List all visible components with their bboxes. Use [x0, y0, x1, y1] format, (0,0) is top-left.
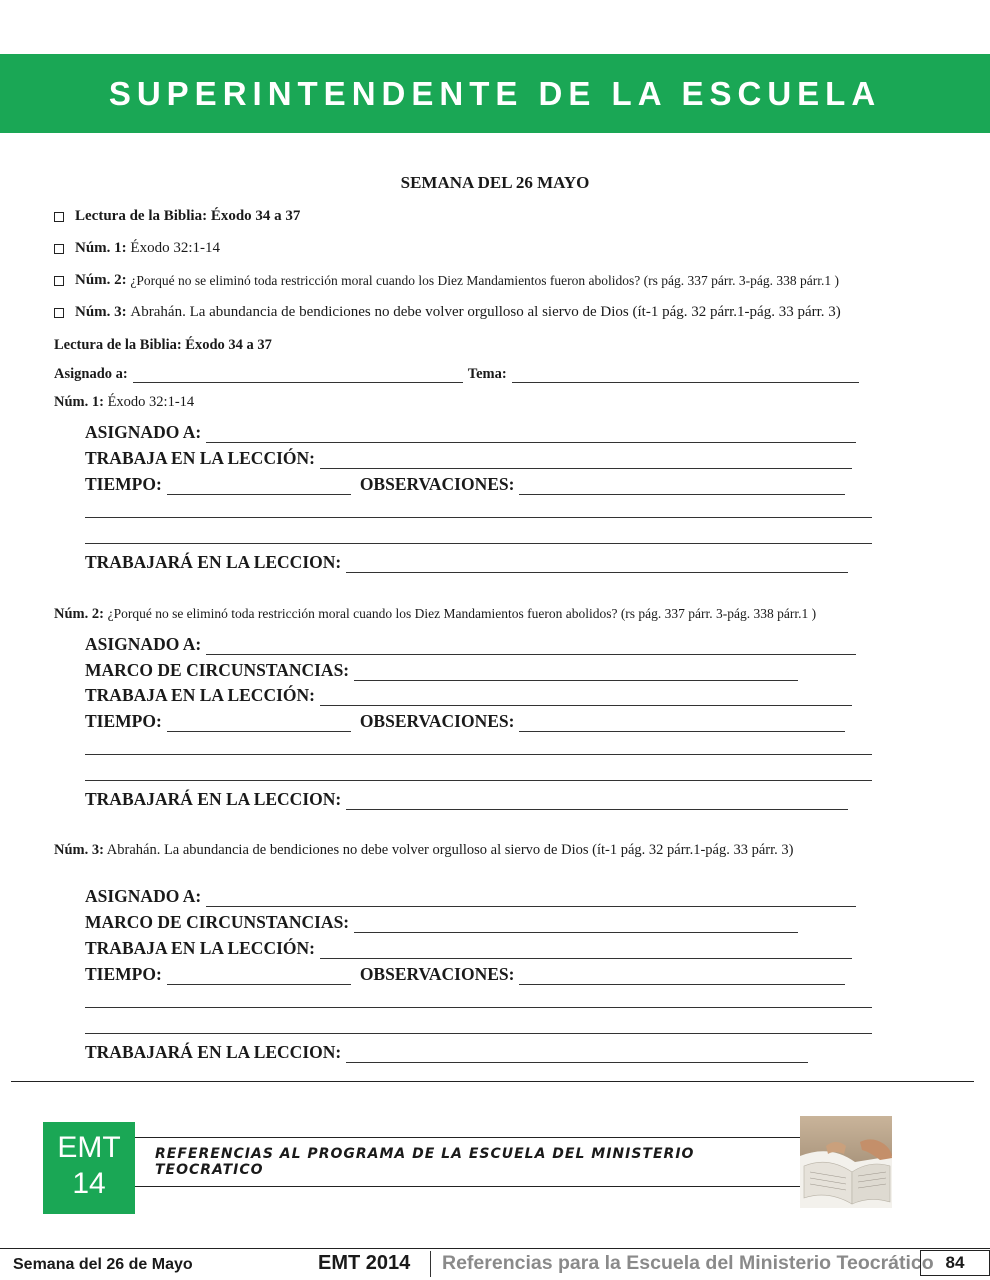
trabaja-label: TRABAJA EN LA LECCIÓN:: [85, 685, 315, 705]
tiempo-field[interactable]: [167, 716, 351, 732]
checklist-n3-label: Núm. 3:: [75, 304, 127, 320]
marco-label: MARCO DE CIRCUNSTANCIAS:: [85, 660, 350, 680]
footer-separator: [430, 1251, 431, 1277]
s1-trabaja-row: [85, 448, 852, 469]
section-1-text: Éxodo 32:1-14: [107, 394, 195, 410]
trabaja-label: TRABAJA EN LA LECCIÓN:: [85, 448, 315, 468]
trabajara-label: TRABAJARÁ EN LA LECCION:: [85, 789, 342, 809]
checklist-n1-text: Éxodo 32:1-14: [130, 240, 220, 256]
observaciones-field[interactable]: [519, 969, 845, 985]
checklist-item-reading: [54, 208, 300, 225]
trabajara-label: TRABAJARÁ EN LA LECCION:: [85, 552, 342, 572]
s2-trabajara-row: [85, 789, 848, 810]
observaciones-label: OBSERVACIONES:: [359, 711, 515, 731]
emt-badge: [43, 1122, 135, 1214]
asignado-field[interactable]: [206, 427, 856, 443]
trabaja-field[interactable]: [320, 690, 852, 706]
s3-marco-row: [85, 912, 798, 933]
asignado-label: ASIGNADO A:: [85, 422, 202, 442]
footer-week: Semana del 26 de Mayo: [13, 1256, 193, 1273]
assigned-field[interactable]: [133, 370, 463, 383]
trabajara-field[interactable]: [346, 1047, 808, 1063]
footer-reference: Referencias para la Escuela del Ministerio Teocrático: [442, 1252, 934, 1274]
tiempo-label: TIEMPO:: [85, 964, 162, 984]
checklist-n3-text: Abrahán. La abundancia de bendiciones no debe volver orgulloso al siervo de Dios (ít-1 pág. 32 párr.1-pág. 33 párr. 3): [130, 304, 841, 320]
s2-tiempo-row: [85, 711, 845, 732]
divider: [11, 1081, 974, 1082]
asignado-label: ASIGNADO A:: [85, 634, 202, 654]
observaciones-label: OBSERVACIONES:: [359, 474, 515, 494]
trabajara-field[interactable]: [346, 794, 848, 810]
s3-asignado-row: [85, 886, 856, 907]
checklist-n2-text: ¿Porqué no se eliminó toda restricción moral cuando los Diez Mandamientos fueron abolidos? (rs pág. 337 párr. 3-pág. 338 párr.1 ): [130, 272, 839, 288]
marco-field[interactable]: [354, 665, 798, 681]
reference-banner-text: REFERENCIAS AL PROGRAMA DE LA ESCUELA DEL MINISTERIO TEOCRATICO: [155, 1146, 695, 1178]
checklist-item-n2: [54, 272, 839, 289]
blank-line[interactable]: [85, 780, 872, 781]
emt-badge-line2: 14: [72, 1167, 106, 1200]
checklist-item-n3: [54, 304, 841, 321]
trabajara-label: TRABAJARÁ EN LA LECCION:: [85, 1042, 342, 1062]
s2-marco-row: [85, 660, 798, 681]
footer-emt: EMT 2014: [318, 1252, 411, 1274]
tema-field[interactable]: [512, 370, 859, 383]
section-2-heading: [54, 606, 816, 623]
page-number: 84: [920, 1250, 990, 1276]
tiempo-field[interactable]: [167, 479, 351, 495]
checkbox-icon[interactable]: [54, 276, 64, 286]
checklist-reading-text: Lectura de la Biblia: Éxodo 34 a 37: [75, 208, 301, 224]
page-title: SUPERINTENDENTE DE LA ESCUELA: [108, 74, 882, 112]
tiempo-label: TIEMPO:: [85, 474, 162, 494]
asignado-label: ASIGNADO A:: [85, 886, 202, 906]
section-1-label: Núm. 1:: [54, 394, 104, 410]
blank-line[interactable]: [85, 517, 872, 518]
blank-line[interactable]: [85, 1033, 872, 1034]
blank-line[interactable]: [85, 543, 872, 544]
section-1-heading: [54, 394, 194, 411]
emt-badge-line1: EMT: [57, 1131, 121, 1164]
checklist-item-n1: [54, 240, 220, 257]
section-3-label: Núm. 3:: [54, 842, 104, 858]
reference-banner: [135, 1137, 800, 1187]
assigned-label: Asignado a:: [54, 366, 128, 382]
s3-trabajara-row: [85, 1042, 808, 1063]
reading-assigned-row: [54, 366, 859, 383]
section-3-heading: [54, 842, 793, 859]
asignado-field[interactable]: [206, 639, 856, 655]
observaciones-label: OBSERVACIONES:: [359, 964, 515, 984]
trabaja-field[interactable]: [320, 453, 852, 469]
s1-tiempo-row: [85, 474, 845, 495]
tiempo-label: TIEMPO:: [85, 711, 162, 731]
s2-trabaja-row: [85, 685, 852, 706]
section-2-text: ¿Porqué no se eliminó toda restricción moral cuando los Diez Mandamientos fueron abolidos? (rs pág. 337 párr. 3-pág. 338 párr.1 ): [107, 606, 817, 621]
observaciones-field[interactable]: [519, 479, 845, 495]
open-bible-photo: [800, 1116, 892, 1208]
tiempo-field[interactable]: [167, 969, 351, 985]
s3-trabaja-row: [85, 938, 852, 959]
marco-field[interactable]: [354, 917, 798, 933]
reading-section-title: Lectura de la Biblia: Éxodo 34 a 37: [54, 337, 272, 353]
checkbox-icon[interactable]: [54, 244, 64, 254]
footer: [0, 1248, 990, 1279]
week-title: SEMANA DEL 26 MAYO: [400, 173, 590, 192]
marco-label: MARCO DE CIRCUNSTANCIAS:: [85, 912, 350, 932]
trabaja-label: TRABAJA EN LA LECCIÓN:: [85, 938, 315, 958]
s1-asignado-row: [85, 422, 856, 443]
observaciones-field[interactable]: [519, 716, 845, 732]
checklist-n1-label: Núm. 1:: [75, 240, 127, 256]
s3-tiempo-row: [85, 964, 845, 985]
trabajara-field[interactable]: [346, 557, 848, 573]
s1-trabajara-row: [85, 552, 848, 573]
section-3-text: Abrahán. La abundancia de bendiciones no debe volver orgulloso al siervo de Dios (ít-1 pág. 32 párr.1-pág. 33 párr. 3): [106, 842, 794, 858]
checkbox-icon[interactable]: [54, 308, 64, 318]
checkbox-icon[interactable]: [54, 212, 64, 222]
blank-line[interactable]: [85, 1007, 872, 1008]
asignado-field[interactable]: [206, 891, 856, 907]
section-2-label: Núm. 2:: [54, 606, 104, 622]
tema-label: Tema:: [467, 366, 507, 382]
blank-line[interactable]: [85, 754, 872, 755]
checklist-n2-label: Núm. 2:: [75, 272, 127, 288]
s2-asignado-row: [85, 634, 856, 655]
header-banner: [0, 54, 990, 133]
trabaja-field[interactable]: [320, 943, 852, 959]
